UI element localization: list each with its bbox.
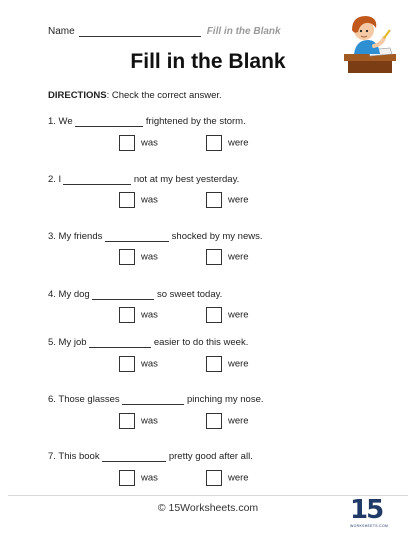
option-were[interactable] <box>206 307 249 323</box>
checkbox[interactable] <box>206 413 222 429</box>
question-text-end: easier to do this week. <box>153 337 249 348</box>
option-label: was <box>141 472 158 484</box>
answer-blank[interactable] <box>102 452 166 462</box>
option-were[interactable] <box>206 413 249 429</box>
answer-blank[interactable] <box>122 395 184 405</box>
checkbox[interactable] <box>119 135 135 151</box>
answer-blank[interactable] <box>63 175 131 185</box>
question-7 <box>48 451 253 462</box>
answer-blank[interactable] <box>75 117 143 127</box>
question-2 <box>48 174 239 185</box>
answer-blank[interactable] <box>92 290 154 300</box>
name-line <box>48 26 281 37</box>
question-text-end: shocked by my news. <box>171 231 263 242</box>
footer-divider <box>8 495 408 496</box>
option-were[interactable] <box>206 356 249 372</box>
option-label: was <box>141 415 158 427</box>
option-was[interactable] <box>119 249 158 265</box>
checkbox[interactable] <box>119 356 135 372</box>
checkbox[interactable] <box>119 413 135 429</box>
page-title: Fill in the Blank <box>130 50 286 73</box>
option-was[interactable] <box>119 192 158 208</box>
option-label: were <box>228 415 249 427</box>
question-text: 4. My dog <box>48 289 90 300</box>
checkbox[interactable] <box>206 356 222 372</box>
checkbox[interactable] <box>119 249 135 265</box>
checkbox[interactable] <box>206 192 222 208</box>
question-text: 7. This book <box>48 451 100 462</box>
question-1 <box>48 116 246 127</box>
question-text-end: not at my best yesterday. <box>133 174 240 185</box>
question-text-end: pretty good after all. <box>168 451 253 462</box>
question-text-end: pinching my nose. <box>186 394 264 405</box>
answer-blank[interactable] <box>105 232 169 242</box>
question-4 <box>48 289 222 300</box>
checkbox[interactable] <box>119 192 135 208</box>
15worksheets-logo <box>350 495 389 536</box>
name-label: Name <box>48 26 75 37</box>
option-were[interactable] <box>206 249 249 265</box>
logo-number: 15 <box>350 495 383 525</box>
option-were[interactable] <box>206 470 249 486</box>
checkbox[interactable] <box>206 307 222 323</box>
question-text-end: so sweet today. <box>157 289 223 300</box>
option-label: were <box>228 309 249 321</box>
question-text-end: frightened by the storm. <box>145 116 246 127</box>
option-label: was <box>141 358 158 370</box>
directions <box>48 90 222 101</box>
directions-label: DIRECTIONS <box>48 90 107 101</box>
answer-blank[interactable] <box>89 338 151 348</box>
question-text: 3. My friends <box>48 231 103 242</box>
faded-title: Fill in the Blank <box>206 26 281 37</box>
option-were[interactable] <box>206 192 249 208</box>
directions-text: : Check the correct answer. <box>106 90 222 101</box>
question-5 <box>48 337 248 348</box>
checkbox[interactable] <box>119 470 135 486</box>
question-3 <box>48 231 263 242</box>
question-6 <box>48 394 264 405</box>
option-label: were <box>228 472 249 484</box>
option-label: were <box>228 358 249 370</box>
name-blank[interactable] <box>79 27 201 37</box>
question-text: 5. My job <box>48 337 87 348</box>
checkbox[interactable] <box>206 470 222 486</box>
option-label: were <box>228 137 249 149</box>
checkbox[interactable] <box>119 307 135 323</box>
option-label: was <box>141 137 158 149</box>
question-text: 1. We <box>48 116 73 127</box>
logo-text: WORKSHEETS.COM <box>350 524 389 528</box>
option-were[interactable] <box>206 135 249 151</box>
option-label: were <box>228 251 249 263</box>
option-was[interactable] <box>119 307 158 323</box>
option-label: was <box>141 309 158 321</box>
question-text: 6. Those glasses <box>48 394 120 405</box>
option-was[interactable] <box>119 356 158 372</box>
checkbox[interactable] <box>206 135 222 151</box>
option-label: was <box>141 251 158 263</box>
checkbox[interactable] <box>206 249 222 265</box>
option-was[interactable] <box>119 470 158 486</box>
option-was[interactable] <box>119 135 158 151</box>
option-label: were <box>228 194 249 206</box>
option-label: was <box>141 194 158 206</box>
question-text: 2. I <box>48 174 62 185</box>
option-was[interactable] <box>119 413 158 429</box>
footer-copyright: © 15Worksheets.com <box>157 502 259 514</box>
